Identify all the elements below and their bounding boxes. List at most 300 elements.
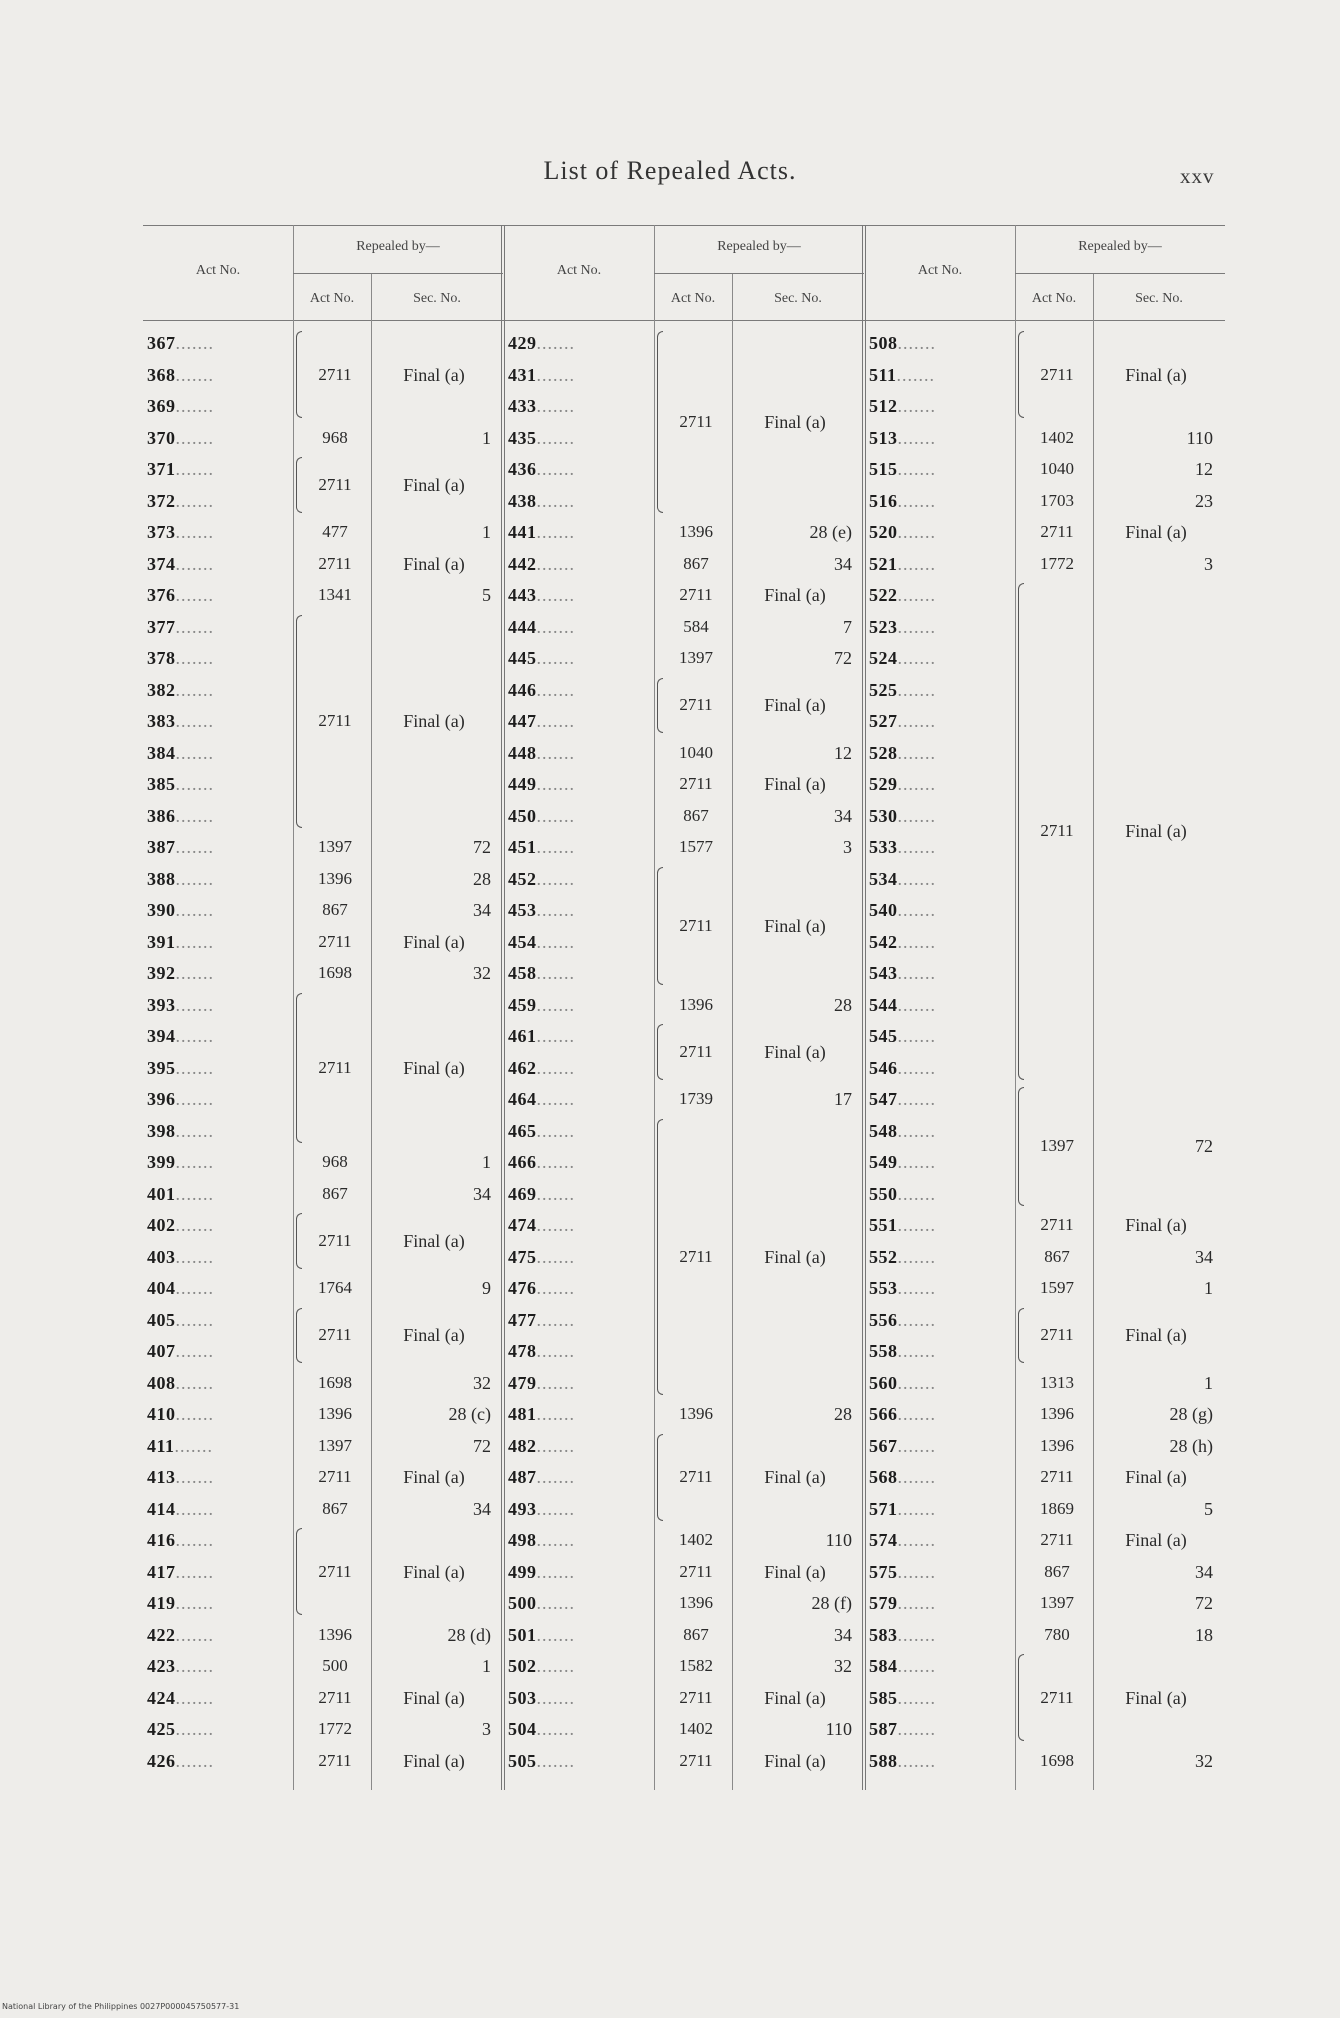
dot-leader: ....... (536, 585, 575, 605)
repealing-act-number: 867 (322, 1498, 348, 1518)
act-number: 385 (147, 774, 176, 794)
repealing-act-number: 1869 (1040, 1498, 1074, 1518)
section-number: 72 (834, 648, 852, 668)
section-number: 1 (482, 1656, 491, 1676)
act-number: 438 (508, 490, 537, 511)
act-number: 487 (508, 1467, 537, 1487)
header-repealed-by: Repealed by— (356, 239, 440, 254)
act-number: 505 (508, 1750, 537, 1771)
dot-leader: ....... (174, 1435, 214, 1456)
dot-leader: ....... (175, 931, 214, 952)
dot-leader: ....... (175, 1152, 214, 1172)
act-number-cell (508, 1749, 650, 1773)
section-number: Final (a) (403, 711, 465, 731)
section-number: 28 (e) (809, 522, 852, 542)
act-number-cell (147, 804, 289, 828)
repealing-act-number: 2711 (1040, 1325, 1074, 1345)
act-number: 373 (147, 522, 176, 542)
act-number-cell (869, 1056, 1011, 1080)
dot-leader: ....... (175, 490, 214, 511)
grouping-brace (657, 1024, 663, 1080)
section-number: 3 (843, 837, 852, 857)
repealing-act-number: 1396 (679, 522, 713, 541)
act-number-cell (147, 1402, 289, 1426)
section-number: 28 (h) (1169, 1435, 1213, 1456)
section-number: Final (a) (764, 1467, 826, 1487)
section-number: 1 (1204, 1372, 1213, 1393)
act-number: 476 (508, 1278, 537, 1298)
dot-leader: ....... (175, 1719, 214, 1739)
grouping-brace (657, 678, 663, 734)
act-number: 390 (147, 900, 176, 920)
act-number: 585 (869, 1687, 898, 1708)
repealing-act-number: 584 (683, 616, 709, 636)
dot-leader: ....... (897, 963, 936, 983)
repealing-act-number: 2711 (318, 1687, 352, 1707)
repealing-act-number: 2711 (679, 1041, 713, 1061)
act-number-cell (869, 1749, 1011, 1773)
repealing-act-number: 867 (322, 900, 348, 919)
act-column-rule (1015, 225, 1016, 1790)
section-number: 34 (473, 1498, 491, 1519)
repealing-act-number: 1396 (679, 994, 713, 1014)
act-number-cell (869, 1371, 1011, 1395)
repealing-act-number: 2711 (679, 411, 713, 431)
header-sec-no: Sec. No. (1135, 291, 1183, 306)
act-number: 449 (508, 774, 537, 794)
dot-leader: ....... (175, 963, 214, 983)
act-number-cell (508, 1654, 650, 1678)
act-number-cell (869, 1402, 1011, 1426)
repealing-act-number: 1396 (318, 1404, 352, 1423)
act-number-cell (869, 552, 1011, 576)
table-top-rule (143, 225, 1225, 226)
act-number-cell (508, 1056, 650, 1080)
act-number-cell (508, 804, 650, 828)
dot-leader: ....... (897, 553, 936, 574)
dot-leader: ....... (175, 1656, 214, 1676)
dot-leader: ....... (175, 648, 214, 668)
act-number: 417 (147, 1561, 176, 1582)
act-number-cell (508, 1119, 650, 1143)
repealing-act-number: 1739 (679, 1089, 713, 1108)
act-number-cell (508, 741, 650, 765)
page-header (0, 152, 1340, 192)
grouping-brace (1018, 1654, 1024, 1741)
dot-leader: ....... (536, 333, 575, 353)
grouping-brace (296, 331, 302, 418)
section-number: Final (a) (1125, 1215, 1187, 1235)
dot-leader: ....... (897, 1624, 936, 1645)
act-number-cell (508, 489, 650, 513)
act-number: 395 (147, 1057, 176, 1078)
repealing-act-number: 1764 (318, 1278, 352, 1297)
header-repealed-by: Repealed by— (717, 239, 801, 254)
grouping-brace (657, 1119, 663, 1395)
dot-leader: ....... (897, 994, 936, 1015)
repealing-act-number: 1402 (679, 1719, 713, 1738)
repealing-act-number: 2711 (318, 1750, 352, 1770)
grouping-brace (657, 331, 663, 513)
section-number: 12 (834, 742, 852, 763)
repealing-act-number: 1582 (679, 1656, 713, 1675)
act-number: 424 (147, 1687, 176, 1708)
dot-leader: ....... (897, 1057, 936, 1078)
act-number-cell (869, 930, 1011, 954)
act-number: 481 (508, 1404, 537, 1424)
section-number: Final (a) (403, 1687, 465, 1708)
dot-leader: ....... (536, 1750, 575, 1771)
dot-leader: ....... (897, 490, 936, 511)
section-number: 28 (d) (447, 1624, 491, 1645)
dot-leader: ....... (897, 1341, 936, 1361)
section-number: 7 (843, 616, 852, 637)
repealing-act-number: 2711 (318, 364, 352, 384)
act-number: 520 (869, 522, 898, 542)
repealing-act-number: 1397 (318, 1435, 352, 1455)
act-number: 511 (869, 364, 897, 385)
act-number: 549 (869, 1152, 898, 1172)
grouping-brace (657, 1434, 663, 1521)
section-number: Final (a) (764, 1246, 826, 1267)
act-number: 542 (869, 931, 898, 952)
grouping-brace (1018, 1308, 1024, 1364)
act-number: 403 (147, 1246, 176, 1267)
act-number-cell (147, 741, 289, 765)
act-number: 478 (508, 1341, 537, 1361)
act-number: 461 (508, 1026, 537, 1046)
repealing-act-number: 867 (683, 1624, 709, 1644)
dot-leader: ....... (536, 679, 575, 700)
act-number: 448 (508, 742, 537, 763)
act-number-cell (869, 457, 1011, 481)
header-repealed-act-no: Act No. (670, 291, 716, 306)
dot-leader: ....... (175, 522, 214, 542)
repealing-act-number: 477 (322, 522, 348, 541)
header-act-no: Act No. (917, 263, 963, 278)
repealing-act-number: 780 (1044, 1624, 1070, 1644)
act-number: 552 (869, 1246, 898, 1267)
column-divider (862, 225, 866, 1790)
repealing-act-number: 1577 (679, 837, 713, 856)
section-number: 23 (1195, 490, 1213, 511)
page-number: xxv (1180, 164, 1215, 188)
act-number-cell (508, 552, 650, 576)
act-number-cell (869, 1717, 1011, 1741)
dot-leader: ....... (536, 1183, 575, 1204)
dot-leader: ....... (536, 1467, 575, 1487)
act-number-cell (869, 993, 1011, 1017)
dot-leader: ....... (175, 1498, 214, 1519)
act-number-cell (147, 678, 289, 702)
section-number: 5 (1204, 1498, 1213, 1519)
act-number: 556 (869, 1309, 898, 1330)
act-number: 566 (869, 1404, 898, 1424)
section-number: 32 (834, 1656, 852, 1676)
dot-leader: ....... (175, 837, 214, 857)
dot-leader: ....... (175, 427, 214, 448)
act-number-cell (869, 1497, 1011, 1521)
act-number: 452 (508, 868, 537, 889)
dot-leader: ....... (897, 742, 936, 763)
act-number-cell (869, 426, 1011, 450)
act-number: 464 (508, 1089, 537, 1109)
section-number: Final (a) (403, 1325, 465, 1346)
section-number: Final (a) (1125, 1687, 1187, 1708)
section-number: Final (a) (764, 1687, 826, 1708)
dot-leader: ....... (175, 805, 214, 826)
dot-leader: ....... (536, 1152, 575, 1172)
act-number: 458 (508, 963, 537, 983)
act-number-cell (508, 457, 650, 481)
act-number: 433 (508, 396, 537, 416)
act-number: 462 (508, 1057, 537, 1078)
act-number: 416 (147, 1530, 176, 1550)
act-number: 515 (869, 459, 898, 479)
dot-leader: ....... (897, 1183, 936, 1204)
dot-leader: ....... (536, 900, 575, 920)
grouping-brace (296, 1308, 302, 1364)
dot-leader: ....... (897, 711, 936, 731)
dot-leader: ....... (536, 1120, 575, 1141)
dot-leader: ....... (536, 931, 575, 952)
repealing-act-number: 1396 (318, 868, 352, 888)
act-number-cell (508, 520, 650, 544)
act-number: 553 (869, 1278, 898, 1298)
act-number-cell (147, 1308, 289, 1332)
section-number: 1 (482, 1152, 491, 1172)
act-number: 501 (508, 1624, 537, 1645)
act-number: 551 (869, 1215, 898, 1235)
act-number: 525 (869, 679, 898, 700)
act-number: 567 (869, 1435, 898, 1456)
dot-leader: ....... (897, 1435, 936, 1456)
section-number: 110 (825, 1530, 852, 1550)
dot-leader: ....... (897, 333, 936, 353)
act-number-cell (869, 1308, 1011, 1332)
act-number: 560 (869, 1372, 898, 1393)
act-number: 446 (508, 679, 537, 700)
act-number: 411 (147, 1435, 175, 1456)
act-number: 423 (147, 1656, 176, 1676)
section-number: 3 (1204, 553, 1213, 574)
header-repealed-act-no: Act No. (1031, 291, 1077, 306)
dot-leader: ....... (897, 1561, 936, 1582)
act-number: 451 (508, 837, 537, 857)
dot-leader: ....... (897, 459, 936, 479)
act-number-cell (508, 898, 650, 922)
dot-leader: ....... (896, 364, 936, 385)
dot-leader: ....... (536, 1309, 575, 1330)
dot-leader: ....... (175, 553, 214, 574)
act-number-cell (147, 1182, 289, 1206)
dot-leader: ....... (897, 396, 936, 416)
act-number-cell (869, 1686, 1011, 1710)
section-number: Final (a) (403, 1561, 465, 1582)
act-number-cell (869, 1182, 1011, 1206)
section-number: Final (a) (403, 1057, 465, 1078)
act-number-cell (508, 867, 650, 891)
act-number: 500 (508, 1593, 537, 1613)
dot-leader: ....... (175, 1246, 214, 1267)
repealing-act-number: 867 (683, 553, 709, 573)
act-number: 414 (147, 1498, 176, 1519)
act-number: 465 (508, 1120, 537, 1141)
act-number: 512 (869, 396, 898, 416)
act-number-cell (869, 1339, 1011, 1363)
repealing-act-number: 2711 (679, 1246, 713, 1266)
act-number-cell (508, 363, 650, 387)
act-number: 469 (508, 1183, 537, 1204)
section-number: Final (a) (764, 695, 826, 716)
act-number-cell (869, 741, 1011, 765)
act-number: 533 (869, 837, 898, 857)
repealing-act-number: 2711 (318, 1230, 352, 1250)
dot-leader: ....... (536, 1561, 575, 1582)
act-number: 504 (508, 1719, 537, 1739)
dot-leader: ....... (175, 1341, 214, 1361)
act-number-cell (508, 1213, 650, 1237)
dot-leader: ....... (175, 679, 214, 700)
act-number: 392 (147, 963, 176, 983)
act-number: 376 (147, 585, 176, 605)
act-number-cell (869, 1150, 1011, 1174)
repealing-act-number: 2711 (679, 1561, 713, 1581)
repealing-act-number: 1396 (1040, 1404, 1074, 1423)
act-number-cell (508, 1497, 650, 1521)
act-number: 558 (869, 1341, 898, 1361)
repealing-act-number: 1397 (318, 837, 352, 856)
repealed-by-rule (654, 273, 864, 274)
section-number: Final (a) (764, 1561, 826, 1582)
act-number: 442 (508, 553, 537, 574)
dot-leader: ....... (897, 1309, 936, 1330)
section-number: 72 (473, 1435, 491, 1456)
act-number: 540 (869, 900, 898, 920)
act-number: 516 (869, 490, 898, 511)
repealing-act-number: 867 (322, 1183, 348, 1203)
act-number-cell (869, 646, 1011, 670)
dot-leader: ....... (536, 1089, 575, 1109)
grouping-brace (1018, 1087, 1024, 1206)
act-number: 407 (147, 1341, 176, 1361)
section-number: Final (a) (403, 364, 465, 385)
act-number: 377 (147, 616, 176, 637)
dot-leader: ....... (175, 1278, 214, 1298)
section-number: Final (a) (403, 1230, 465, 1251)
act-number-cell (869, 331, 1011, 355)
section-number: Final (a) (1125, 522, 1187, 542)
section-number: 5 (482, 585, 491, 605)
act-number-cell (869, 804, 1011, 828)
repealing-act-number: 2711 (1040, 1530, 1074, 1549)
act-number-cell (869, 489, 1011, 513)
act-number: 583 (869, 1624, 898, 1645)
act-number-cell (147, 1245, 289, 1269)
act-number-cell (508, 394, 650, 418)
repealing-act-number: 2711 (679, 695, 713, 715)
act-number: 523 (869, 616, 898, 637)
repealing-act-number: 2711 (679, 774, 713, 793)
dot-leader: ....... (897, 1498, 936, 1519)
repealing-act-number: 2711 (318, 931, 352, 951)
act-number-cell (508, 1686, 650, 1710)
act-number: 513 (869, 427, 898, 448)
dot-leader: ....... (897, 805, 936, 826)
dot-leader: ....... (536, 1246, 575, 1267)
section-number: Final (a) (403, 931, 465, 952)
act-number-cell (147, 961, 289, 985)
section-number: 32 (473, 963, 491, 983)
act-number-cell (508, 1276, 650, 1300)
dot-leader: ....... (175, 1026, 214, 1046)
section-number: Final (a) (403, 1467, 465, 1487)
section-number: 32 (473, 1372, 491, 1393)
act-number-cell (147, 552, 289, 576)
repealing-act-number: 1396 (1040, 1435, 1074, 1455)
dot-leader: ....... (897, 774, 936, 794)
header-bottom-rule (143, 320, 1225, 321)
section-number: Final (a) (764, 915, 826, 936)
act-number: 386 (147, 805, 176, 826)
repealing-act-number: 2711 (679, 585, 713, 604)
act-number-cell (869, 615, 1011, 639)
act-number-cell (869, 1528, 1011, 1552)
dot-leader: ....... (175, 1089, 214, 1109)
act-number: 436 (508, 459, 537, 479)
section-number: 34 (834, 553, 852, 574)
dot-leader: ....... (897, 616, 936, 637)
dot-leader: ....... (897, 585, 936, 605)
act-number: 584 (869, 1656, 898, 1676)
act-number-cell (508, 1150, 650, 1174)
act-number: 466 (508, 1152, 537, 1172)
act-number-cell (869, 1591, 1011, 1615)
act-number-cell (147, 867, 289, 891)
dot-leader: ....... (536, 837, 575, 857)
section-number: 17 (834, 1089, 852, 1109)
section-number: 28 (f) (811, 1593, 852, 1613)
section-number: 28 (c) (448, 1404, 491, 1424)
dot-leader: ....... (536, 459, 575, 479)
repealing-act-number: 2711 (318, 1561, 352, 1581)
act-number: 396 (147, 1089, 176, 1109)
act-number-cell (147, 1119, 289, 1143)
act-number: 568 (869, 1467, 898, 1487)
act-number-cell (147, 1749, 289, 1773)
dot-leader: ....... (175, 1404, 214, 1424)
repealing-act-number: 1040 (1040, 459, 1074, 478)
act-number-cell (147, 457, 289, 481)
dot-leader: ....... (175, 1687, 214, 1708)
section-number: Final (a) (403, 474, 465, 495)
act-number-cell (508, 835, 650, 859)
act-number-cell (147, 331, 289, 355)
act-number-cell (869, 1465, 1011, 1489)
dot-leader: ....... (897, 837, 936, 857)
repealing-act-number: 2711 (679, 1467, 713, 1486)
act-number-cell (147, 426, 289, 450)
act-number: 454 (508, 931, 537, 952)
grouping-brace (1018, 331, 1024, 418)
act-number-cell (869, 520, 1011, 544)
sec-column-rule (371, 273, 372, 1790)
repealed-acts-table (143, 225, 1225, 1790)
act-number: 588 (869, 1750, 898, 1771)
dot-leader: ....... (897, 931, 936, 952)
section-number: Final (a) (764, 411, 826, 432)
section-number: 28 (473, 868, 491, 889)
